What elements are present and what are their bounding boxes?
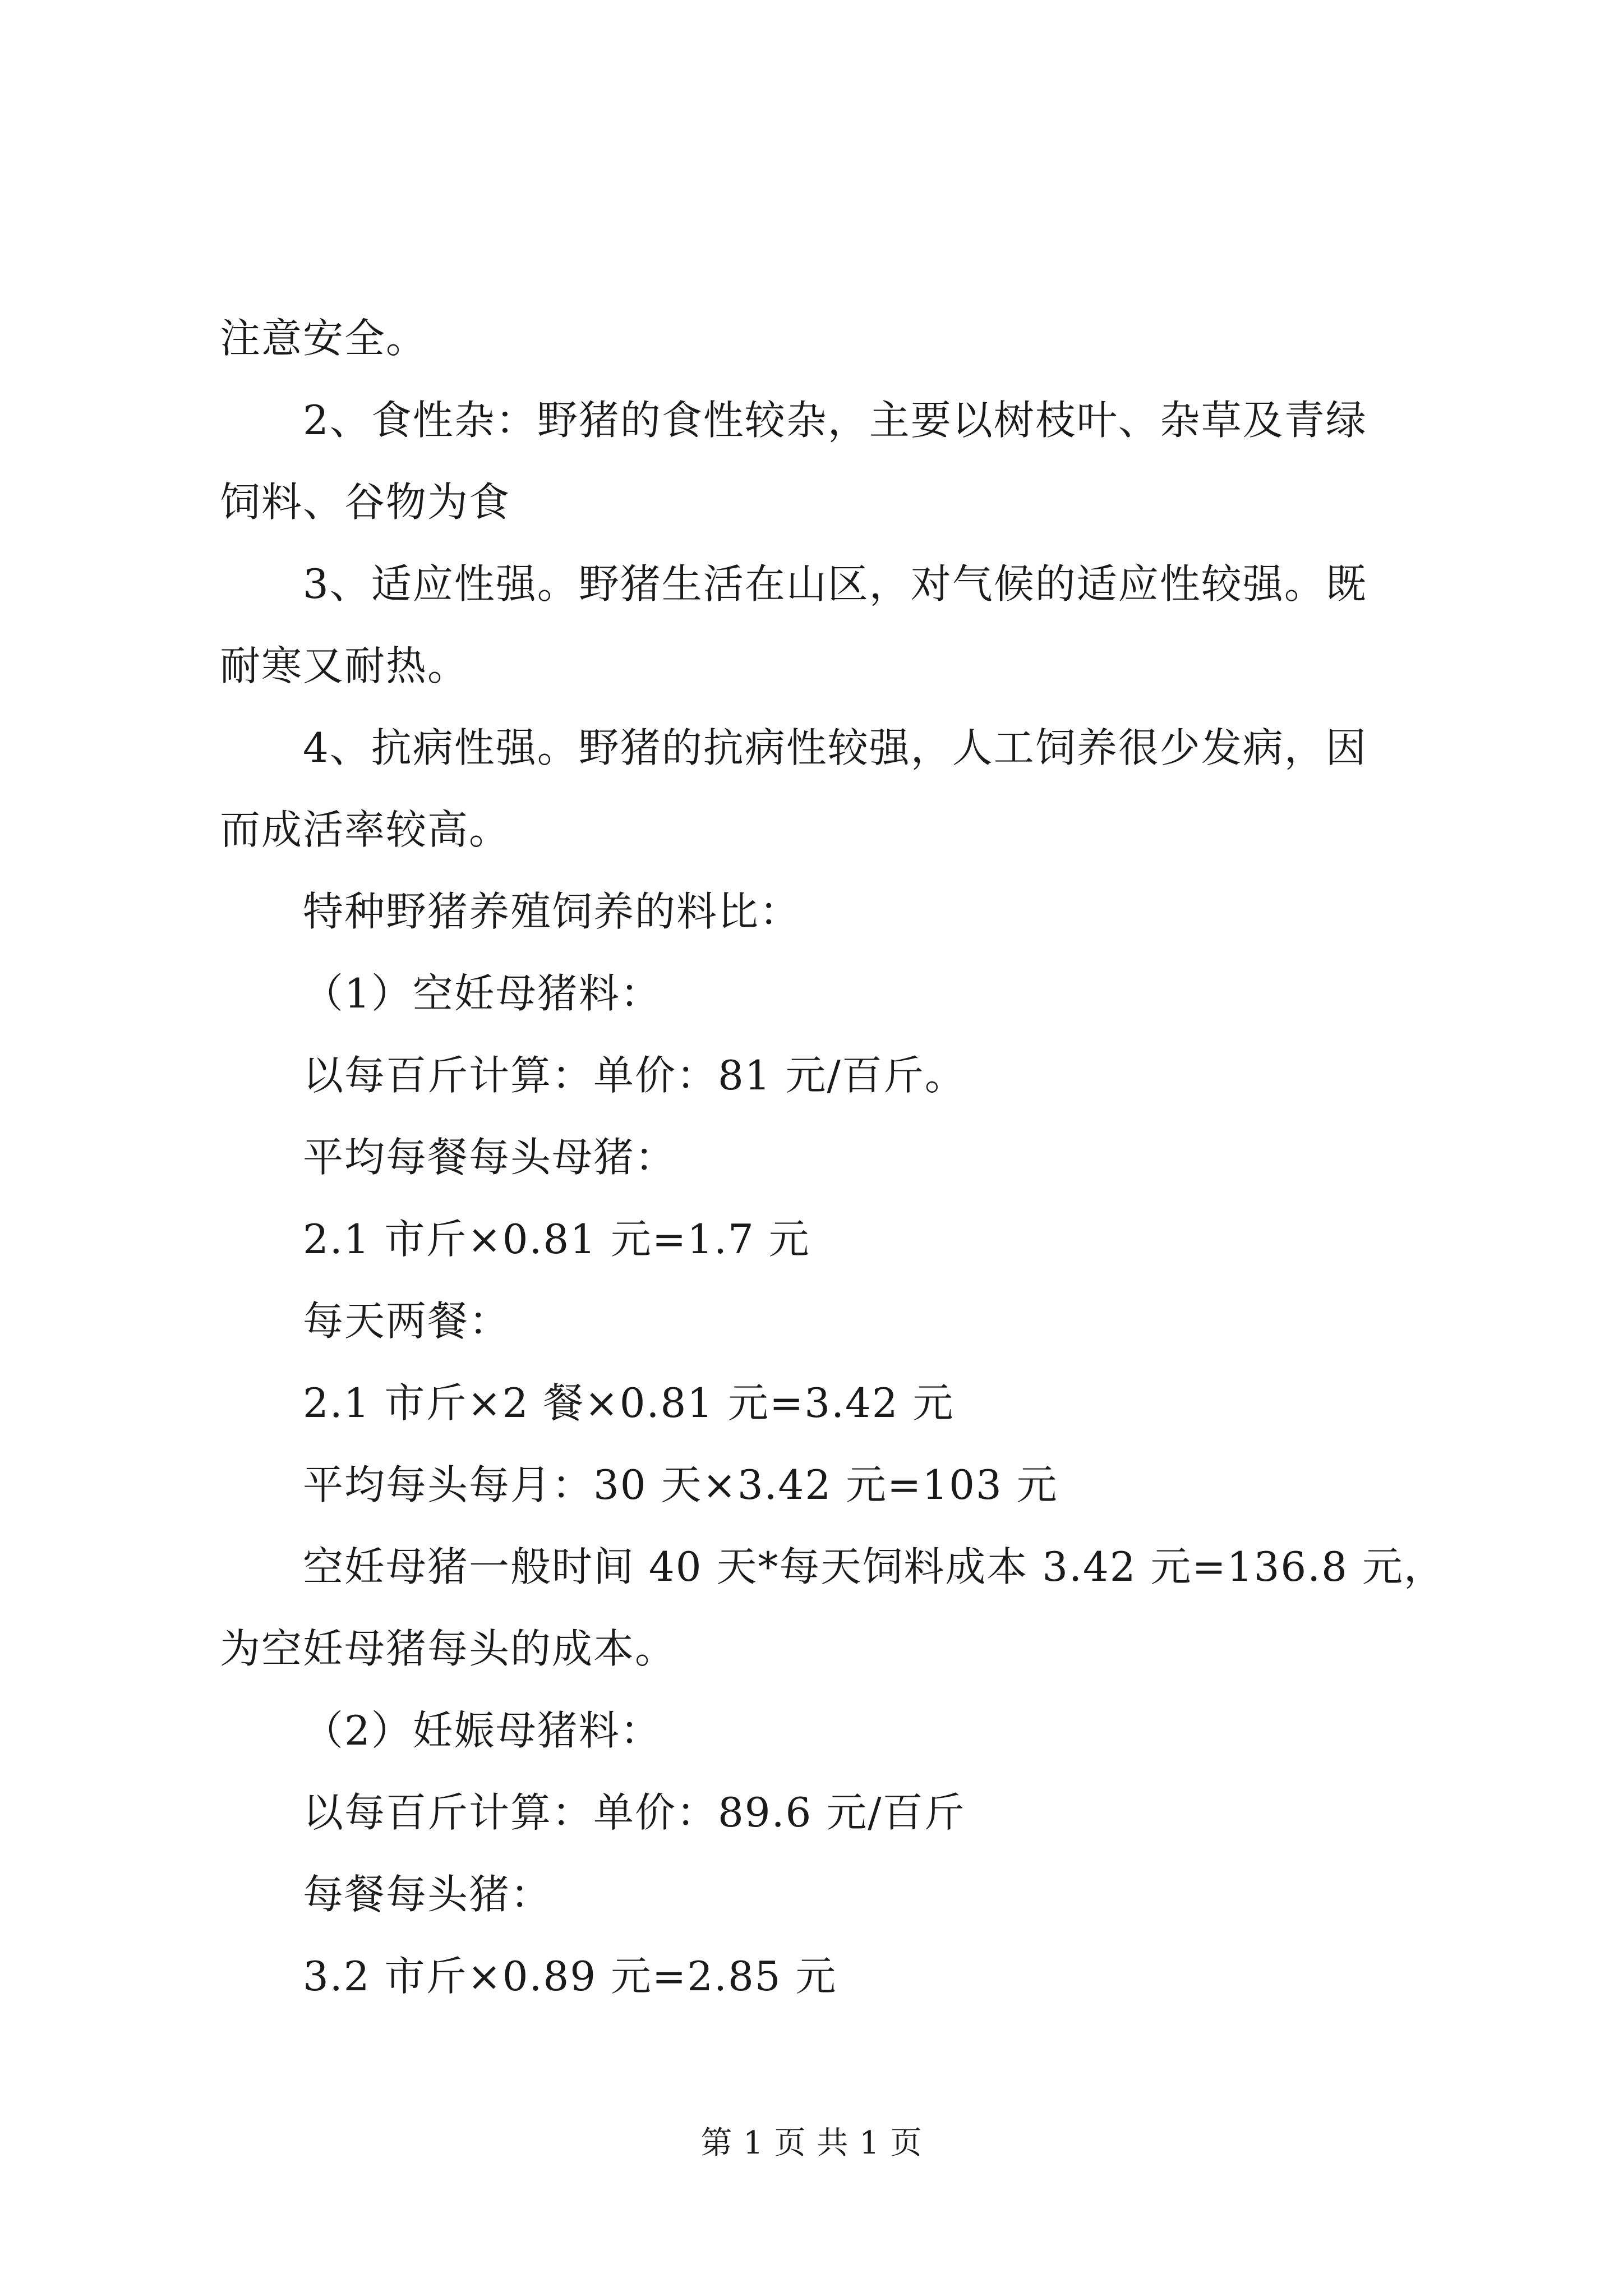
- text-line: 以每百斤计算：单价：81 元/百斤。: [303, 1052, 966, 1099]
- page-footer: 第 1 页 共 1 页: [700, 2125, 923, 2161]
- text-line: 而成活率较高。: [220, 806, 511, 853]
- text-line: 平均每餐每头母猪：: [303, 1134, 677, 1181]
- formula-line: 平均每头每月：30 天×3.42 元=103 元: [303, 1461, 1058, 1508]
- text-line: 4、抗病性强。野猪的抗病性较强，人工饲养很少发病，因: [303, 724, 1367, 771]
- formula-line: 2.1 市斤×0.81 元=1.7 元: [303, 1216, 810, 1263]
- subsection-heading: （2）妊娠母猪料：: [303, 1707, 662, 1754]
- text-line: 饲料、谷物为食: [220, 478, 511, 526]
- text-line: 耐寒又耐热。: [220, 642, 469, 689]
- formula-line: 2.1 市斤×2 餐×0.81 元=3.42 元: [303, 1379, 955, 1427]
- formula-line: 空妊母猪一般时间 40 天*每天饲料成本 3.42 元=136.8 元，: [303, 1543, 1445, 1590]
- text-line: 为空妊母猪每头的成本。: [220, 1625, 677, 1672]
- text-line: 每餐每头猪：: [303, 1871, 552, 1918]
- section-heading: 特种野猪养殖饲养的料比：: [303, 888, 801, 935]
- text-line: 每天两餐：: [303, 1297, 511, 1345]
- text-line: 2、食性杂：野猪的食性较杂，主要以树枝叶、杂草及青绿: [303, 397, 1367, 444]
- text-line: 3、适应性强。野猪生活在山区，对气候的适应性较强。既: [303, 560, 1367, 608]
- document-body: [220, 297, 1445, 2017]
- text-line: 以每百斤计算：单价：89.6 元/百斤: [303, 1789, 966, 1836]
- subsection-heading: （1）空妊母猪料：: [303, 970, 662, 1017]
- formula-line: 3.2 市斤×0.89 元=2.85 元: [303, 1953, 837, 2000]
- text-line: 注意安全。: [220, 315, 428, 362]
